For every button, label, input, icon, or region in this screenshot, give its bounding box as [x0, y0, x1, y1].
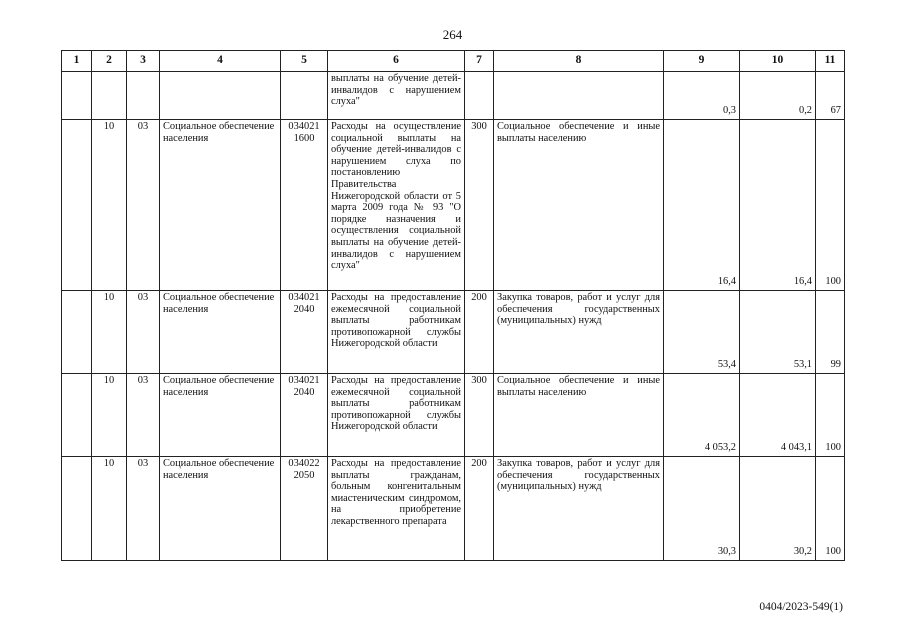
- cell-expense-code: 300: [465, 374, 494, 457]
- cell-section: 10: [92, 457, 127, 561]
- cell-section-name: Социальное обеспечение населения: [160, 457, 281, 561]
- cell-target-code: [281, 72, 328, 120]
- table-row: [62, 120, 845, 291]
- cell-actual: 0,2: [740, 72, 816, 120]
- cell-col1: [62, 374, 92, 457]
- col-header-10: 10: [740, 51, 816, 72]
- cell-description: Расходы на предоставление ежемесячной социальной выплаты работникам противопожарной службы Нижегородской области: [328, 374, 465, 457]
- cell-expense-code: [465, 72, 494, 120]
- cell-actual: 30,2: [740, 457, 816, 561]
- cell-target-code: 034021 2040: [281, 291, 328, 374]
- cell-percent: 100: [816, 120, 845, 291]
- cell-section: 10: [92, 374, 127, 457]
- cell-subsection: [127, 72, 160, 120]
- cell-subsection: 03: [127, 457, 160, 561]
- cell-section-name: Социальное обеспечение населения: [160, 374, 281, 457]
- cell-planned: 53,4: [664, 291, 740, 374]
- col-header-3: 3: [127, 51, 160, 72]
- cell-planned: 30,3: [664, 457, 740, 561]
- cell-expense-name: Закупка товаров, работ и услуг для обеспечения государственных (муниципальных) нужд: [494, 291, 664, 374]
- cell-planned: 4 053,2: [664, 374, 740, 457]
- cell-section-name: [160, 72, 281, 120]
- col-header-5: 5: [281, 51, 328, 72]
- cell-actual: 4 043,1: [740, 374, 816, 457]
- cell-expense-code: 200: [465, 291, 494, 374]
- cell-description: выплаты на обучение детей-инвалидов с нарушением слуха": [328, 72, 465, 120]
- cell-section-name: Социальное обеспечение населения: [160, 120, 281, 291]
- cell-percent: 99: [816, 291, 845, 374]
- cell-description: Расходы на предоставление ежемесячной социальной выплаты работникам противопожарной службы Нижегородской области: [328, 291, 465, 374]
- cell-col1: [62, 120, 92, 291]
- cell-target-code: 034021 2040: [281, 374, 328, 457]
- budget-table: [61, 50, 845, 561]
- col-header-7: 7: [465, 51, 494, 72]
- cell-planned: 0,3: [664, 72, 740, 120]
- col-header-4: 4: [160, 51, 281, 72]
- document-code: 0404/2023-549(1): [759, 601, 843, 613]
- cell-description: Расходы на осуществление социальной выплаты на обучение детей-инвалидов с нарушением слуха по постановлению Правительства Нижегородской области от 5 марта 2009 года № 93 "О порядке назначения и осуществления социальной выплаты на обучение детей-инвалидов с нарушением слуха": [328, 120, 465, 291]
- table-row: [62, 72, 845, 120]
- table-row: [62, 374, 845, 457]
- col-header-6: 6: [328, 51, 465, 72]
- page-number: 264: [442, 27, 463, 42]
- col-header-11: 11: [816, 51, 845, 72]
- header-row: [62, 51, 845, 72]
- cell-actual: 53,1: [740, 291, 816, 374]
- table-row: [62, 457, 845, 561]
- cell-section-name: Социальное обеспечение населения: [160, 291, 281, 374]
- cell-description: Расходы на предоставление выплаты гражданам, больным конгенитальным миастеническим синдромом, на приобретение лекарственного препарата: [328, 457, 465, 561]
- cell-expense-name: [494, 72, 664, 120]
- col-header-2: 2: [92, 51, 127, 72]
- cell-section: 10: [92, 291, 127, 374]
- col-header-8: 8: [494, 51, 664, 72]
- col-header-1: 1: [62, 51, 92, 72]
- cell-target-code: 034021 1600: [281, 120, 328, 291]
- cell-section: [92, 72, 127, 120]
- cell-expense-name: Закупка товаров, работ и услуг для обеспечения государственных (муниципальных) нужд: [494, 457, 664, 561]
- cell-col1: [62, 72, 92, 120]
- cell-actual: 16,4: [740, 120, 816, 291]
- cell-subsection: 03: [127, 374, 160, 457]
- cell-col1: [62, 291, 92, 374]
- cell-section: 10: [92, 120, 127, 291]
- cell-target-code: 034022 2050: [281, 457, 328, 561]
- cell-percent: 100: [816, 457, 845, 561]
- cell-subsection: 03: [127, 120, 160, 291]
- cell-expense-code: 300: [465, 120, 494, 291]
- col-header-9: 9: [664, 51, 740, 72]
- table-row: [62, 291, 845, 374]
- cell-expense-code: 200: [465, 457, 494, 561]
- cell-subsection: 03: [127, 291, 160, 374]
- cell-expense-name: Социальное обеспечение и иные выплаты населению: [494, 120, 664, 291]
- cell-expense-name: Социальное обеспечение и иные выплаты населению: [494, 374, 664, 457]
- cell-planned: 16,4: [664, 120, 740, 291]
- cell-col1: [62, 457, 92, 561]
- cell-percent: 100: [816, 374, 845, 457]
- cell-percent: 67: [816, 72, 845, 120]
